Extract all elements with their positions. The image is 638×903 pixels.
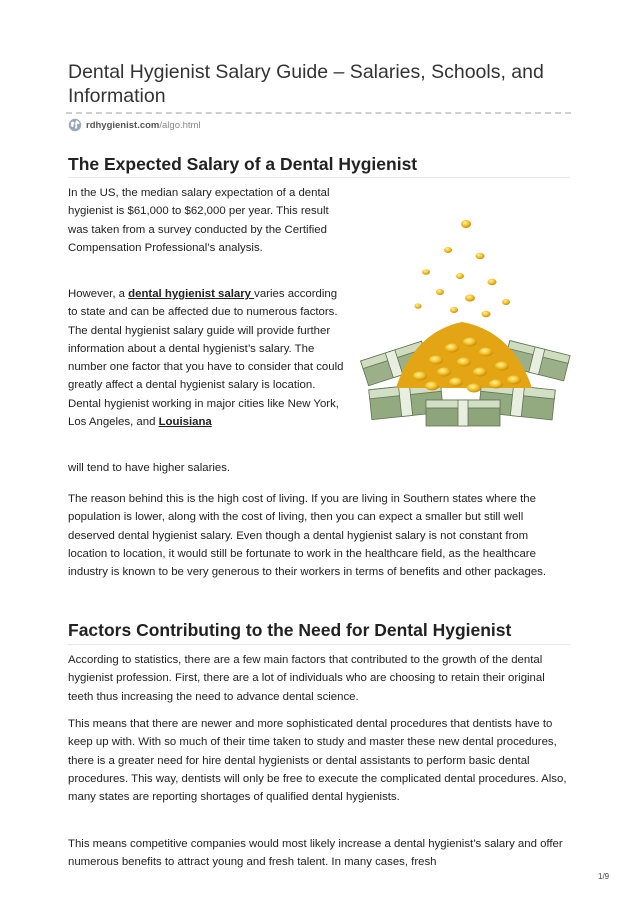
- section-heading-factors: Factors Contributing to the Need for Dental Hygienist: [68, 620, 512, 640]
- page-number: 1/9: [598, 872, 610, 881]
- paragraph-salary-factors: [68, 285, 344, 431]
- louisiana-link[interactable]: Louisiana: [158, 416, 212, 429]
- heading-divider: [68, 644, 570, 645]
- paragraph-cost-of-living: The reason behind this is the high cost of living. If you are living in Southern states where the population is lower, along with the cost of living, then you can expect a smaller but still well deserved dental hygienist salary. Even though a dental hygienist salary is not constant from location to location, it would still be fortunate to work in the healthcare field, as the healthcare industry is known to be very generous to their workers in terms of benefits and other packages.: [68, 493, 547, 579]
- paragraph-higher-salaries: will tend to have higher salaries.: [68, 462, 231, 474]
- text-span: varies according to state and can be affected due to numerous factors. The dental hygienist salary guide will provide further information about a dental hygienist’s salary. The number one factor that you have to consider that could greatly affect a dental hygienist salary is location. Dental hygienist working in major cities like New York, Los Angeles, and: [68, 288, 344, 429]
- section-heading-expected-salary: The Expected Salary of a Dental Hygienist: [68, 154, 418, 174]
- dental-hygienist-salary-link[interactable]: dental hygienist salary: [128, 288, 255, 300]
- paragraph-median-salary: In the US, the median salary expectation of a dental hygienist is $61,000 to $62,000 per year. This result was taken from a survey conducted by the Certified Compensation Professional’s analysis.: [68, 187, 330, 254]
- heading-divider: [68, 177, 570, 178]
- title-divider: [66, 112, 571, 114]
- text-span: However, a: [68, 288, 129, 300]
- paragraph-statistics: According to statistics, there are a few main factors that contributed to the growth of the dental hygienist profession. First, there are a lot of individuals who are choosing to retain their original teeth thus increasing the need to advance dental science.: [68, 654, 545, 703]
- paragraph-procedures: This means that there are newer and more sophisticated dental procedures that dentists have to keep up with. With so much of their time taken to study and master these new dental procedures, there is a greater need for hire dental hygienists or dental assistants to perform basic dental procedures. This way, dentists will only be free to execute the complicated dental procedures. Also, many states are reporting shortages of qualified dental hygienists.: [68, 718, 567, 804]
- globe-icon: [68, 118, 82, 135]
- page-title: Dental Hygienist Salary Guide – Salaries, Schools, and Information: [68, 61, 544, 107]
- source-link[interactable]: rdhygienist.com/algo.html: [86, 120, 201, 131]
- paragraph-competitive-companies: This means competitive companies would most likely increase a dental hygienist’s salary and offer numerous benefits to attract young and fresh talent. In many cases, fresh: [68, 838, 563, 869]
- money-coins-illustration: [356, 210, 571, 435]
